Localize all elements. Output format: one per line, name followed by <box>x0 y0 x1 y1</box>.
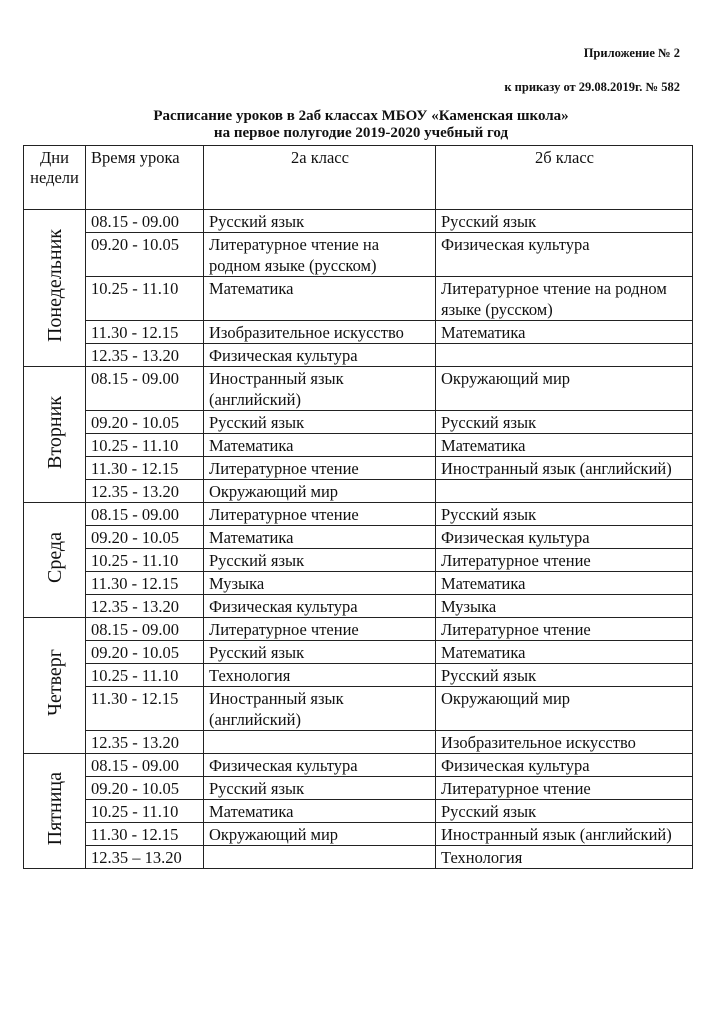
day-label: Понедельник <box>43 228 66 343</box>
class-2b-lesson: Окружающий мир <box>436 687 693 731</box>
class-2a-lesson: Иностранный язык (английский) <box>204 367 436 411</box>
class-2a-lesson: Математика <box>204 277 436 321</box>
class-2b-lesson: Литературное чтение <box>436 777 693 800</box>
class-2b-lesson: Русский язык <box>436 411 693 434</box>
time-cell: 09.20 - 10.05 <box>86 641 204 664</box>
table-row <box>24 800 693 823</box>
header-row <box>24 146 693 210</box>
time-cell: 12.35 - 13.20 <box>86 731 204 754</box>
time-cell: 08.15 - 09.00 <box>86 210 204 233</box>
table-row <box>24 618 693 641</box>
day-cell <box>24 367 86 503</box>
class-2b-lesson: Русский язык <box>436 664 693 687</box>
class-2a-lesson: Русский язык <box>204 411 436 434</box>
class-2b-lesson: Русский язык <box>436 503 693 526</box>
class-2a-lesson <box>204 846 436 869</box>
appendix-label: Приложение № 2 <box>583 46 680 60</box>
table-row <box>24 321 693 344</box>
class-2a-lesson: Математика <box>204 526 436 549</box>
class-2b-lesson: Технология <box>436 846 693 869</box>
table-row <box>24 503 693 526</box>
table-row <box>24 210 693 233</box>
time-cell: 11.30 - 12.15 <box>86 687 204 731</box>
table-row <box>24 526 693 549</box>
class-2a-lesson: Русский язык <box>204 777 436 800</box>
time-cell: 11.30 - 12.15 <box>86 321 204 344</box>
header-days: Дни недели <box>24 146 86 210</box>
day-label: Вторник <box>43 395 66 469</box>
time-cell: 11.30 - 12.15 <box>86 572 204 595</box>
time-cell: 10.25 - 11.10 <box>86 549 204 572</box>
class-2b-lesson: Литературное чтение <box>436 549 693 572</box>
time-cell: 12.35 - 13.20 <box>86 344 204 367</box>
day-label: Пятница <box>43 771 66 846</box>
class-2b-lesson: Математика <box>436 321 693 344</box>
class-2a-lesson: Русский язык <box>204 549 436 572</box>
time-cell: 10.25 - 11.10 <box>86 664 204 687</box>
time-cell: 10.25 - 11.10 <box>86 434 204 457</box>
table-row <box>24 846 693 869</box>
class-2b-lesson: Математика <box>436 572 693 595</box>
table-row <box>24 777 693 800</box>
table-row <box>24 411 693 434</box>
time-cell: 11.30 - 12.15 <box>86 457 204 480</box>
class-2a-lesson <box>204 731 436 754</box>
time-cell: 08.15 - 09.00 <box>86 503 204 526</box>
table-row <box>24 480 693 503</box>
class-2a-lesson: Физическая культура <box>204 344 436 367</box>
time-cell: 08.15 - 09.00 <box>86 618 204 641</box>
class-2b-lesson: Физическая культура <box>436 754 693 777</box>
table-row <box>24 277 693 321</box>
schedule-body <box>24 210 693 869</box>
class-2b-lesson <box>436 480 693 503</box>
class-2a-lesson: Технология <box>204 664 436 687</box>
class-2b-lesson: Изобразительное искусство <box>436 731 693 754</box>
day-label: Четверг <box>43 649 66 717</box>
header-time: Время урока <box>86 146 204 210</box>
class-2a-lesson: Математика <box>204 434 436 457</box>
header-class-2a: 2а класс <box>204 146 436 210</box>
class-2b-lesson: Физическая культура <box>436 233 693 277</box>
page-subtitle: на первое полугодие 2019-2020 учебный год <box>213 125 509 141</box>
time-cell: 09.20 - 10.05 <box>86 233 204 277</box>
time-cell: 09.20 - 10.05 <box>86 777 204 800</box>
time-cell: 09.20 - 10.05 <box>86 411 204 434</box>
class-2b-lesson: Окружающий мир <box>436 367 693 411</box>
time-cell: 08.15 - 09.00 <box>86 754 204 777</box>
class-2a-lesson: Литературное чтение <box>204 457 436 480</box>
table-row <box>24 754 693 777</box>
table-row <box>24 434 693 457</box>
class-2b-lesson <box>436 344 693 367</box>
class-2a-lesson: Иностранный язык (английский) <box>204 687 436 731</box>
class-2b-lesson: Математика <box>436 434 693 457</box>
table-row <box>24 595 693 618</box>
class-2b-lesson: Музыка <box>436 595 693 618</box>
table-row <box>24 664 693 687</box>
class-2a-lesson: Окружающий мир <box>204 480 436 503</box>
table-row <box>24 731 693 754</box>
time-cell: 12.35 - 13.20 <box>86 595 204 618</box>
table-row <box>24 367 693 411</box>
header-class-2b: 2б класс <box>436 146 693 210</box>
time-cell: 09.20 - 10.05 <box>86 526 204 549</box>
class-2a-lesson: Физическая культура <box>204 595 436 618</box>
class-2a-lesson: Музыка <box>204 572 436 595</box>
class-2a-lesson: Изобразительное искусство <box>204 321 436 344</box>
time-cell: 10.25 - 11.10 <box>86 277 204 321</box>
class-2a-lesson: Литературное чтение на родном языке (русском) <box>204 233 436 277</box>
table-row <box>24 823 693 846</box>
table-row <box>24 457 693 480</box>
time-cell: 10.25 - 11.10 <box>86 800 204 823</box>
table-row <box>24 233 693 277</box>
schedule-table <box>23 145 693 869</box>
table-row <box>24 641 693 664</box>
time-cell: 11.30 - 12.15 <box>86 823 204 846</box>
class-2a-lesson: Русский язык <box>204 210 436 233</box>
class-2b-lesson: Литературное чтение <box>436 618 693 641</box>
class-2b-lesson: Математика <box>436 641 693 664</box>
order-reference: к приказу от 29.08.2019г. № 582 <box>504 80 680 94</box>
day-cell <box>24 210 86 367</box>
class-2a-lesson: Литературное чтение <box>204 618 436 641</box>
table-row <box>24 549 693 572</box>
class-2a-lesson: Окружающий мир <box>204 823 436 846</box>
class-2b-lesson: Иностранный язык (английский) <box>436 457 693 480</box>
class-2a-lesson: Литературное чтение <box>204 503 436 526</box>
class-2b-lesson: Русский язык <box>436 800 693 823</box>
class-2b-lesson: Русский язык <box>436 210 693 233</box>
class-2b-lesson: Иностранный язык (английский) <box>436 823 693 846</box>
time-cell: 08.15 - 09.00 <box>86 367 204 411</box>
class-2a-lesson: Математика <box>204 800 436 823</box>
day-cell <box>24 503 86 618</box>
day-label: Среда <box>43 531 66 583</box>
class-2b-lesson: Физическая культура <box>436 526 693 549</box>
time-cell: 12.35 – 13.20 <box>86 846 204 869</box>
table-row <box>24 687 693 731</box>
page-title: Расписание уроков в 2аб классах МБОУ «Каменская школа» <box>153 108 569 124</box>
table-row <box>24 572 693 595</box>
table-row <box>24 344 693 367</box>
day-cell <box>24 618 86 754</box>
time-cell: 12.35 - 13.20 <box>86 480 204 503</box>
day-cell <box>24 754 86 869</box>
class-2b-lesson: Литературное чтение на родном языке (русском) <box>436 277 693 321</box>
class-2a-lesson: Физическая культура <box>204 754 436 777</box>
class-2a-lesson: Русский язык <box>204 641 436 664</box>
